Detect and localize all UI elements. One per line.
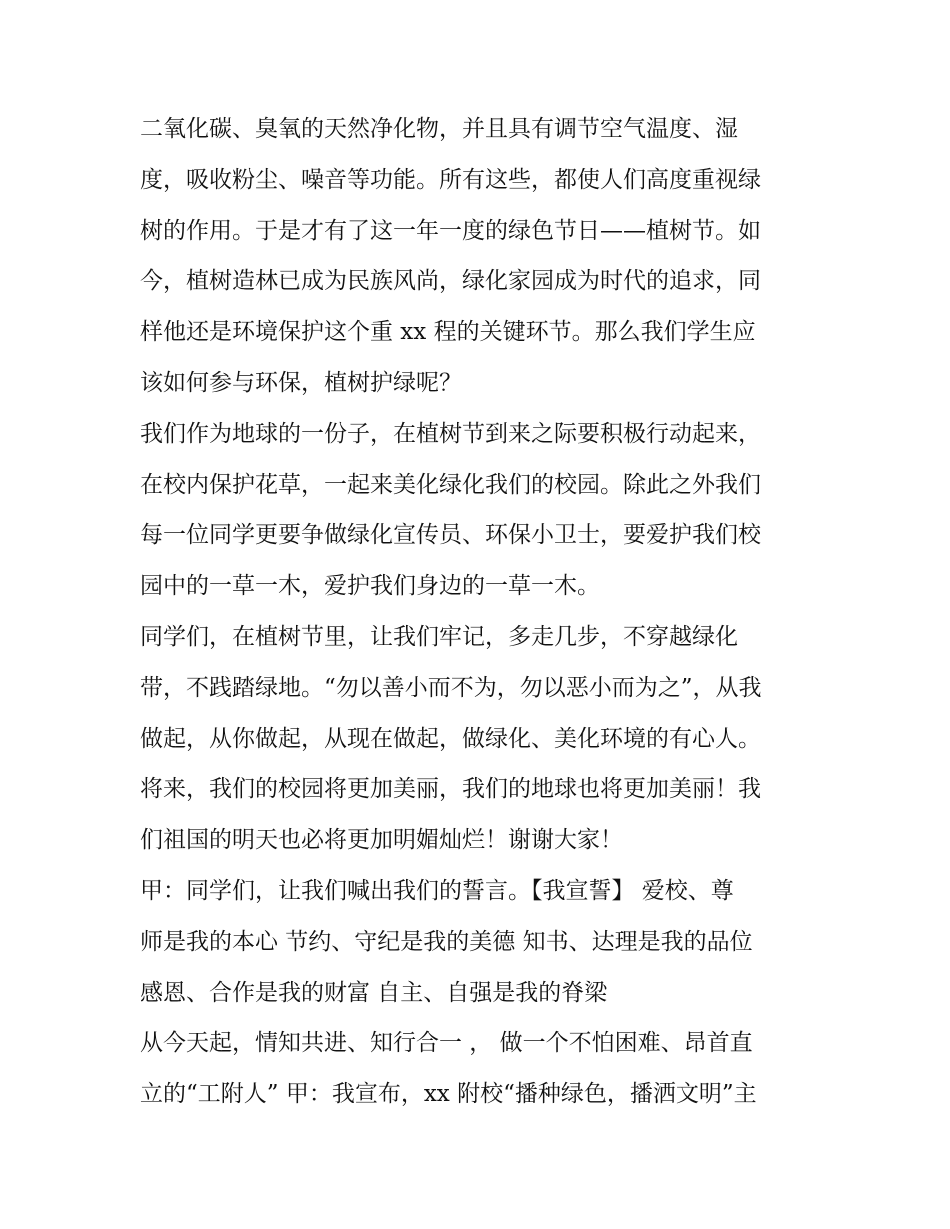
text-line: 二氧化碳、臭氧的天然净化物，并且具有调节空气温度、湿 [140, 116, 738, 142]
text-line: 度，吸收粉尘、噪音等功能。所有这些，都使人们高度重视绿 [140, 166, 761, 193]
text-line: 做起，从你做起，从现在做起，做绿化、美化环境的有心人。 [140, 725, 761, 752]
text-line: 每一位同学更要争做绿化宣传员、环保小卫士，要爱护我们校 [140, 522, 761, 549]
text-line: 园中的一草一木，爱护我们身边的一草一木。 [140, 573, 600, 600]
text-line: 样他还是环境保护这个重 xx 程的关键环节。那么我们学生应 [140, 319, 756, 346]
text-line: 树的作用。于是才有了这一年一度的绿色节日——植树节。如 [140, 217, 761, 244]
text-line: 该如何参与环保，植树护绿呢？ [140, 369, 462, 396]
text-line: 感恩、合作是我的财富 自主、自强是我的脊梁 [140, 979, 608, 1006]
text-line: 甲：同学们，让我们喊出我们的誓言。【我宣誓】 爱校、尊 [140, 877, 734, 904]
text-line: 带，不践踏绿地。“勿以善小而不为，勿以恶小而为之”，从我 [140, 674, 762, 701]
text-line: 同学们，在植树节里，让我们牢记，多走几步，不穿越绿化 [140, 623, 738, 650]
text-line: 从今天起，情知共进、知行合一 ， 做一个不怕困难、昂首直 [140, 1030, 753, 1057]
document-body [140, 104, 820, 1120]
text-line: 们祖国的明天也必将更加明媚灿烂！谢谢大家！ [140, 827, 623, 854]
text-line: 我们作为地球的一份子，在植树节到来之际要积极行动起来， [140, 420, 761, 447]
text-line: 在校内保护花草，一起来美化绿化我们的校园。除此之外我们 [140, 471, 761, 498]
text-line: 师是我的本心 节约、守纪是我的美德 知书、达理是我的品位 [140, 928, 753, 955]
text-line: 今，植树造林已成为民族风尚，绿化家园成为时代的追求，同 [140, 268, 761, 295]
text-line: 将来，我们的校园将更加美丽，我们的地球也将更加美丽！我 [140, 776, 761, 803]
text-line: 立的“工附人” 甲：我宣布，xx 附校“播种绿色，播洒文明”主 [140, 1081, 757, 1108]
